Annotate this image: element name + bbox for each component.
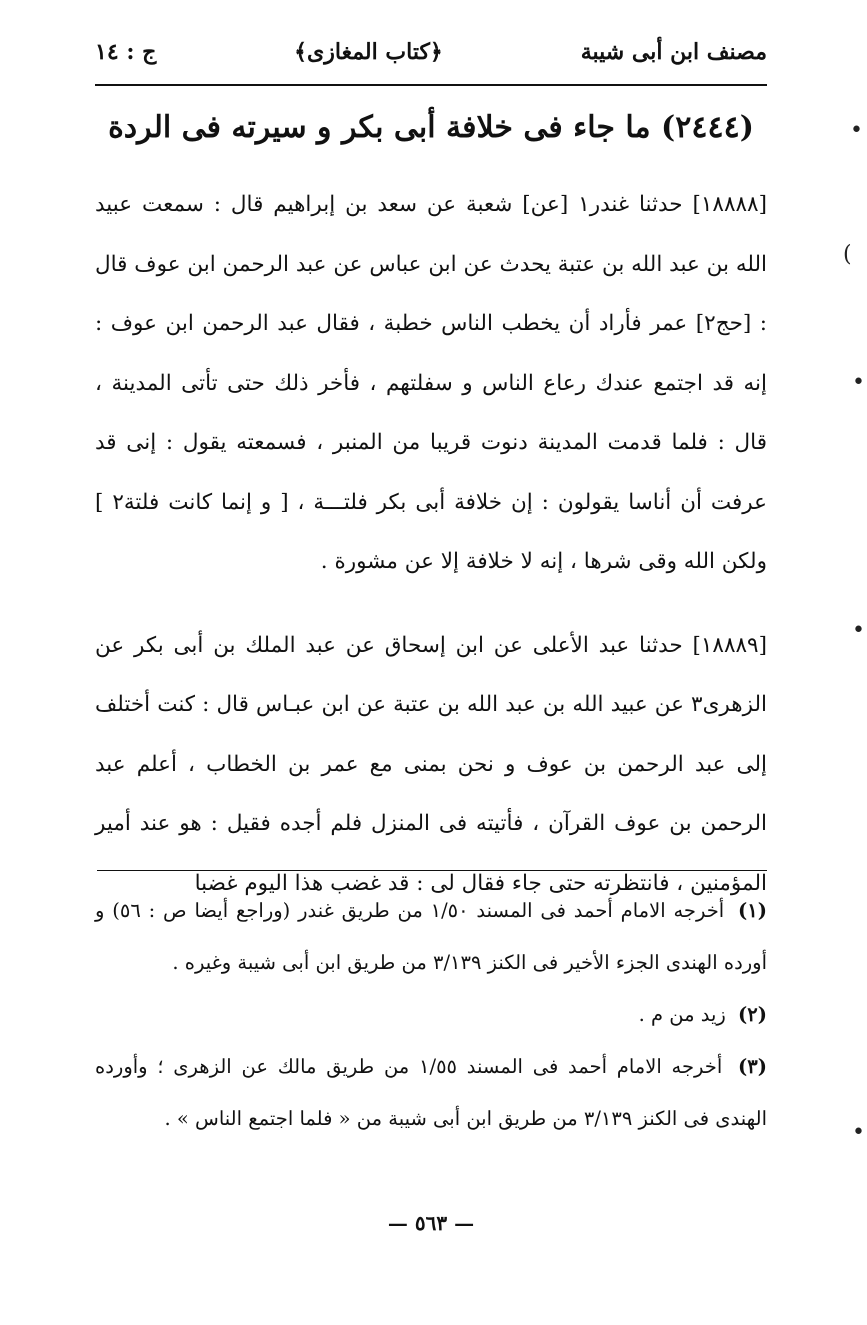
margin-mark: • [850, 118, 863, 143]
footnote-number: (٣) [738, 1055, 767, 1078]
running-head [95, 28, 767, 76]
footnote-number: (٢) [738, 1003, 767, 1026]
chapter-title: (٢٤٤٤) ما جاء فى خلافة أبى بكر و سيرته فى الردة [108, 110, 754, 145]
footnote-rule [97, 870, 767, 871]
footnote-item [95, 1041, 767, 1145]
footnote-text: زيد من م . [638, 1003, 726, 1026]
margin-mark: • [852, 618, 865, 643]
footnotes [95, 885, 767, 1145]
book-title: مصنف ابن أبى شيبة [580, 39, 767, 65]
page-number: — ٥٦٣ — [387, 1211, 475, 1235]
hadith-paragraph: [١٨٨٨٨] حدثنا غندر١ [عن] شعبة عن سعد بن إبراهيم قال : سمعت عبيد الله بن عبد الله بن عتبة يحدث عن ابن عباس عن عبد الرحمن ابن عوف قال : [حج٢] عمر فأراد أن يخطب الناس خطبة ، فقال عبد الرحمن ابن عوف : إنه قد اجتمع عندك رعاع الناس و سفلتهم ، فأخر ذلك حتى تأتى المدينة ، قال : فلما قدمت المدينة دنوت قريبا من المنبر ، فسمعته يقول : إنى قد عرفت أن أناسا يقولون : إن خلافة أبى بكر فلتـــة ، [ و إنما كانت فلتة٢ ] ولكن الله وقى شرها ، إنه لا خلافة إلا عن مشورة . [95, 192, 767, 574]
margin-mark: • [852, 370, 865, 395]
margin-mark: ( [843, 242, 852, 267]
header-rule [95, 84, 767, 86]
footnote-item [95, 885, 767, 989]
footnote-number: (١) [738, 899, 767, 922]
hadith-paragraph: [١٨٨٨٩] حدثنا عبد الأعلى عن ابن إسحاق عن عبد الملك بن أبى بكر عن الزهرى٣ عن عبيد الله بن عبد الله بن عتبة عن ابن عبـاس قال : كنت أختلف إلى عبد الرحمن بن عوف و نحن بمنى مع عمر بن الخطاب ، أعلم عبد الرحمن بن عوف القرآن ، فأتيته فى المنزل فلم أجده فقيل : هو عند أمير المؤمنين ، فانتظرته حتى جاء فقال لى : قد غضب هذا اليوم غضبا [95, 632, 767, 896]
footnote-text: أخرجه الامام أحمد فى المسند ١/٥٥ من طريق مالك عن الزهرى ؛ وأورده الهندى فى الكنز ٣/١٣٩ من طريق ابن أبى شيبة من « فلما اجتمع الناس » . [95, 1055, 767, 1130]
main-text [95, 175, 767, 913]
footnote-item [95, 989, 767, 1041]
volume-number: ج : ١٤ [95, 39, 157, 65]
margin-mark: • [852, 1120, 865, 1145]
footnote-text: أخرجه الامام أحمد فى المسند ١/٥٠ من طريق غندر (وراجع أيضا ص : ٥٦) و أورده الهندى الجزء الأخير فى الكنز ٣/١٣٩ من طريق ابن أبى شيبة وغيره . [95, 899, 767, 974]
section-title: ﴿كتاب المغازى﴾ [294, 39, 443, 65]
